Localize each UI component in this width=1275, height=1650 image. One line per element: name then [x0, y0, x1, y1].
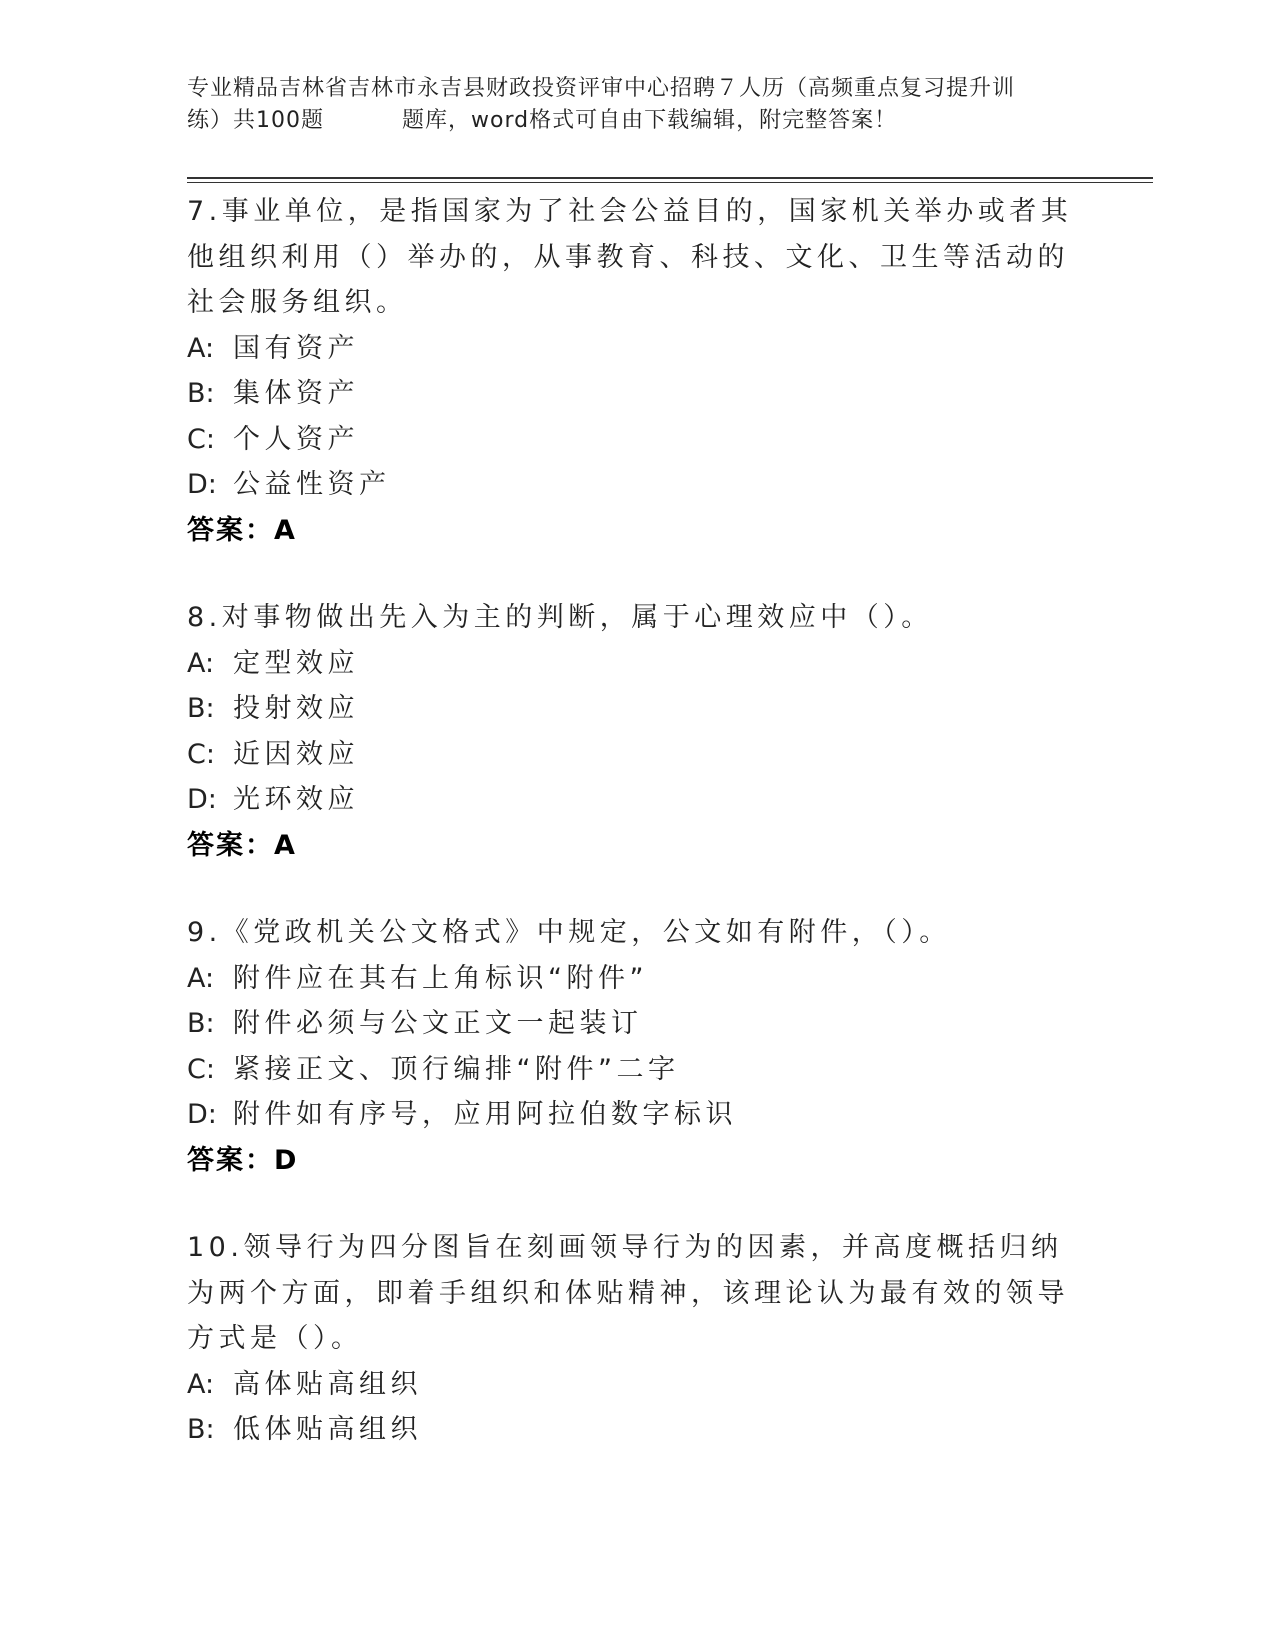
option-a	[187, 956, 1087, 1002]
header-title-line2	[187, 105, 1087, 137]
option-b	[187, 686, 1087, 732]
option-text: 集体资产	[233, 378, 359, 409]
header-question-count: 练）共100题	[187, 108, 324, 133]
option-text: 高体贴高组织	[233, 1368, 422, 1400]
option-text: 公益性资产	[233, 469, 391, 500]
option-text: 附件必须与公文正文一起装订	[233, 1008, 643, 1039]
option-text: 投射效应	[233, 693, 359, 724]
option-label: A:	[187, 647, 215, 679]
option-a	[187, 1362, 1087, 1408]
option-b	[187, 371, 1087, 417]
header-description: 题库，word格式可自由下载编辑，附完整答案！	[402, 108, 898, 133]
header-divider-thick	[187, 177, 1153, 179]
option-text: 光环效应	[233, 784, 359, 815]
option-d	[187, 1092, 1087, 1138]
option-text: 个人资产	[233, 423, 359, 455]
option-label: C:	[187, 738, 215, 770]
option-a	[187, 326, 1087, 372]
option-c	[187, 1047, 1087, 1093]
question-list	[187, 189, 1087, 1495]
option-label: C:	[187, 1053, 215, 1085]
option-text: 附件应在其右上角标识“附件”	[233, 962, 648, 994]
question-stem: 10.领导行为四分图旨在刻画领导行为的因素，并高度概括归纳为两个方面，即着手组织和体贴精神，该理论认为最有效的领导方式是（）。	[187, 1232, 1069, 1354]
question-10	[187, 1225, 1087, 1453]
option-b	[187, 1001, 1087, 1047]
option-label: A:	[187, 962, 215, 994]
option-d	[187, 777, 1087, 823]
option-text: 近因效应	[233, 738, 359, 770]
question-stem: 7.事业单位，是指国家为了社会公益目的，国家机关举办或者其他组织利用（）举办的，从事教育、科技、文化、卫生等活动的社会服务组织。	[187, 196, 1073, 318]
option-label: B:	[187, 378, 215, 409]
option-a	[187, 641, 1087, 687]
question-stem: 8.对事物做出先入为主的判断，属于心理效应中（）。	[187, 602, 933, 633]
option-text: 低体贴高组织	[233, 1414, 422, 1445]
option-label: B:	[187, 1008, 215, 1039]
option-label: B:	[187, 693, 215, 724]
question-9	[187, 910, 1087, 1183]
option-label: C:	[187, 423, 215, 455]
option-label: D:	[187, 469, 217, 500]
answer-line: 答案：D	[187, 1144, 299, 1176]
option-text: 定型效应	[233, 647, 359, 679]
question-8	[187, 595, 1087, 868]
page-header	[187, 73, 1087, 137]
option-text: 附件如有序号，应用阿拉伯数字标识	[233, 1099, 737, 1130]
option-label: D:	[187, 1099, 217, 1130]
option-b	[187, 1407, 1087, 1453]
option-label: B:	[187, 1414, 215, 1445]
option-c	[187, 417, 1087, 463]
option-d	[187, 462, 1087, 508]
option-c	[187, 732, 1087, 778]
question-7	[187, 189, 1087, 553]
question-stem: 9.《党政机关公文格式》中规定，公文如有附件，（）。	[187, 917, 951, 948]
option-text: 国有资产	[233, 332, 359, 364]
answer-line: 答案：A	[187, 514, 297, 546]
option-label: D:	[187, 784, 217, 815]
header-divider-thin	[187, 182, 1153, 183]
option-label: A:	[187, 332, 215, 364]
option-text: 紧接正文、顶行编排“附件”二字	[233, 1053, 680, 1085]
header-title-line1: 专业精品吉林省吉林市永吉县财政投资评审中心招聘７人历（高频重点复习提升训	[187, 76, 1016, 101]
answer-line: 答案：A	[187, 829, 297, 861]
option-label: A:	[187, 1368, 215, 1400]
